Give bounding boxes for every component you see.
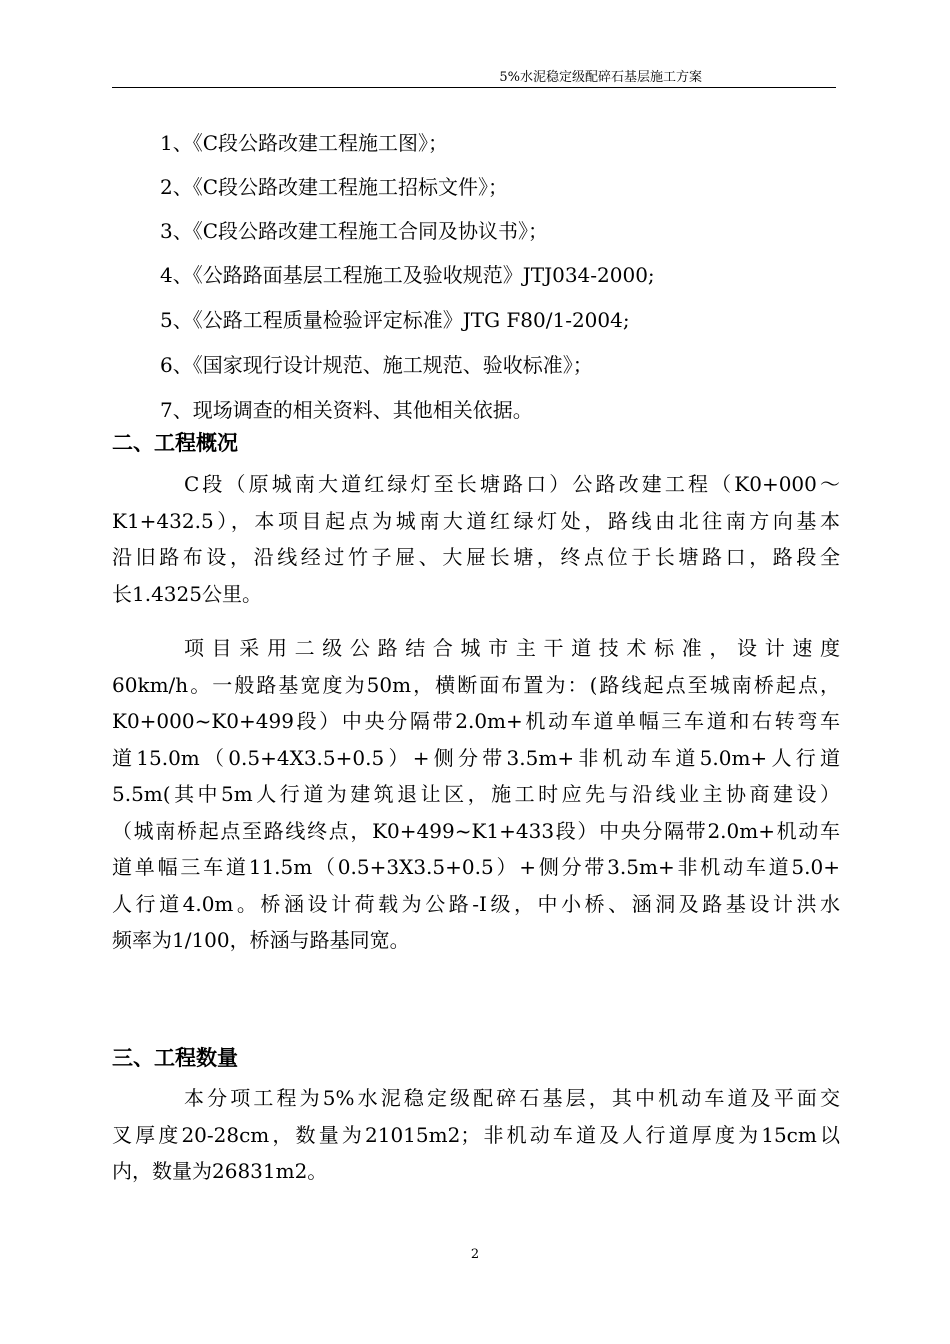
reference-item-5: 5、《公路工程质量检验评定标准》JTG F80/1-2004; <box>160 308 630 332</box>
paragraph-line: 5.5m(其中5m人行道为建筑退让区，施工时应先与沿线业主协商建设） <box>112 782 840 806</box>
quantities-paragraph <box>112 1080 840 1190</box>
running-header-title: 5%水泥稳定级配碎石基层施工方案 <box>499 70 702 85</box>
header-divider <box>112 87 836 88</box>
paragraph-line: 沿旧路布设，沿线经过竹子屉、大屉长塘，终点位于长塘路口，路段全 <box>112 545 840 569</box>
reference-item-6: 6、《国家现行设计规范、施工规范、验收标准》； <box>160 353 593 377</box>
paragraph-line: 道单幅三车道11.5m（0.5+3X3.5+0.5）+侧分带3.5m+非机动车道5.0+ <box>112 855 840 879</box>
paragraph-line: 频率为1/100，桥涵与路基同宽。 <box>112 928 410 952</box>
reference-item-2: 2、《C段公路改建工程施工招标文件》； <box>160 175 509 199</box>
paragraph-line: C段（原城南大道红绿灯至长塘路口）公路改建工程（K0+000～ <box>184 472 840 496</box>
paragraph-line: 内，数量为26831m2。 <box>112 1159 328 1183</box>
overview-paragraph-2 <box>112 630 840 959</box>
section-heading-overview: 二、工程概况 <box>112 431 238 455</box>
paragraph-line: 道15.0m（0.5+4X3.5+0.5）+侧分带3.5m+非机动车道5.0m+人行道 <box>112 745 840 770</box>
paragraph-line: K0+000~K0+499段）中央分隔带2.0m+机动车道单幅三车道和右转弯车 <box>112 709 840 733</box>
paragraph-line: 本分项工程为5%水泥稳定级配碎石基层，其中机动车道及平面交 <box>184 1086 840 1110</box>
paragraph-line: 长1.4325公里。 <box>112 581 262 606</box>
paragraph-line: 人行道4.0m。桥涵设计荷载为公路-I级，中小桥、涵洞及路基设计洪水 <box>112 891 840 916</box>
section-heading-quantities: 三、工程数量 <box>112 1046 238 1070</box>
paragraph-line: 叉厚度20-28cm，数量为21015m2；非机动车道及人行道厚度为15cm以 <box>112 1122 840 1147</box>
reference-item-7: 7、现场调查的相关资料、其他相关依据。 <box>160 398 533 422</box>
page-number: 2 <box>470 1247 480 1262</box>
overview-paragraph-1 <box>112 466 840 612</box>
paragraph-line: 项目采用二级公路结合城市主干道技术标准，设计速度 <box>184 636 840 660</box>
paragraph-line: （城南桥起点至路线终点，K0+499~K1+433段）中央分隔带2.0m+机动车 <box>112 818 840 843</box>
paragraph-line: 60km/h。一般路基宽度为50m，横断面布置为：(路线起点至城南桥起点， <box>112 672 840 697</box>
reference-item-1: 1、《C段公路改建工程施工图》； <box>160 131 449 155</box>
paragraph-line: K1+432.5），本项目起点为城南大道红绿灯处，路线由北往南方向基本 <box>112 508 840 533</box>
reference-item-4: 4、《公路路面基层工程施工及验收规范》JTJ034-2000; <box>160 263 655 287</box>
reference-item-3: 3、《C段公路改建工程施工合同及协议书》； <box>160 219 549 243</box>
